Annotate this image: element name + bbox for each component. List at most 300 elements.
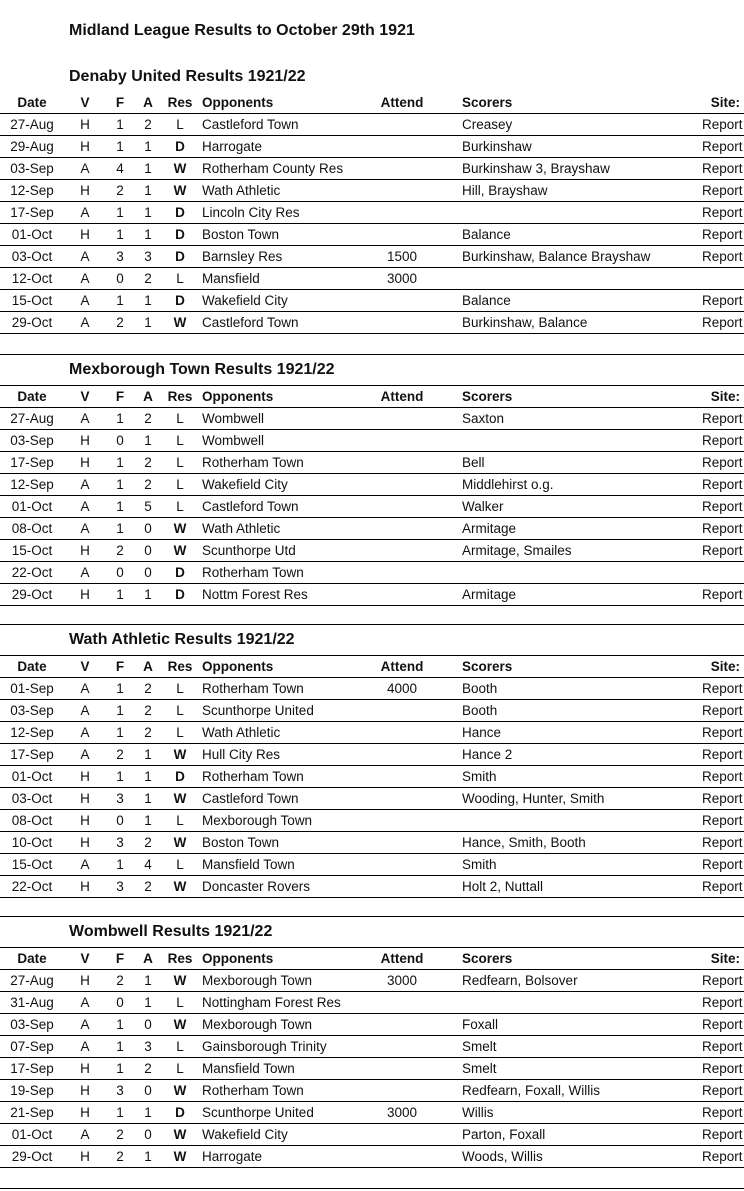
venue-cell: A xyxy=(64,1014,106,1036)
report-link[interactable]: Report xyxy=(702,1124,744,1146)
scorers-cell: Hance, Smith, Booth xyxy=(442,832,702,854)
table-row xyxy=(0,1124,744,1146)
goals-against-cell: 2 xyxy=(134,832,162,854)
goals-against-cell: 1 xyxy=(134,1146,162,1168)
goals-for-cell: 1 xyxy=(106,136,134,158)
attendance-cell xyxy=(362,700,442,722)
attendance-cell xyxy=(362,312,442,334)
section-title: Denaby United Results 1921/22 xyxy=(69,68,306,85)
goals-for-cell: 0 xyxy=(106,992,134,1014)
scorers-cell: Redfearn, Foxall, Willis xyxy=(442,1080,702,1102)
result-cell: L xyxy=(162,678,198,700)
date-cell: 03-Sep xyxy=(0,700,64,722)
goals-against-cell: 2 xyxy=(134,114,162,136)
goals-against-cell: 1 xyxy=(134,202,162,224)
venue-cell: A xyxy=(64,496,106,518)
report-link[interactable]: Report xyxy=(702,114,744,136)
opponent-cell: Rotherham Town xyxy=(198,452,362,474)
opponent-cell: Wombwell xyxy=(198,408,362,430)
scorers-cell: Smith xyxy=(442,854,702,876)
scorers-cell: Balance xyxy=(442,224,702,246)
scorers-cell xyxy=(442,430,702,452)
scorers-cell: Hance xyxy=(442,722,702,744)
table-row xyxy=(0,970,744,992)
table-row xyxy=(0,722,744,744)
opponent-cell: Rotherham Town xyxy=(198,562,362,584)
opponent-cell: Castleford Town xyxy=(198,496,362,518)
goals-for-cell: 1 xyxy=(106,1014,134,1036)
attendance-cell xyxy=(362,158,442,180)
scorers-cell: Smith xyxy=(442,766,702,788)
table-row xyxy=(0,202,744,224)
goals-against-cell: 2 xyxy=(134,408,162,430)
scorers-cell: Burkinshaw xyxy=(442,136,702,158)
report-link[interactable]: Report xyxy=(702,202,744,224)
date-cell: 17-Sep xyxy=(0,744,64,766)
goals-against-cell: 1 xyxy=(134,1102,162,1124)
goals-against-cell: 0 xyxy=(134,1124,162,1146)
table-row xyxy=(0,540,744,562)
venue-cell: A xyxy=(64,518,106,540)
table-row xyxy=(0,700,744,722)
goals-against-cell: 2 xyxy=(134,474,162,496)
venue-cell: H xyxy=(64,180,106,202)
column-header-attend: Attend xyxy=(362,386,442,408)
scorers-cell: Saxton xyxy=(442,408,702,430)
column-header-res: Res xyxy=(162,92,198,114)
opponent-cell: Mexborough Town xyxy=(198,810,362,832)
opponent-cell: Boston Town xyxy=(198,224,362,246)
result-cell: W xyxy=(162,540,198,562)
column-header-v: V xyxy=(64,656,106,678)
attendance-cell: 3000 xyxy=(362,1102,442,1124)
scorers-cell xyxy=(442,810,702,832)
report-link[interactable]: Report xyxy=(702,474,744,496)
attendance-cell xyxy=(362,452,442,474)
attendance-cell xyxy=(362,854,442,876)
goals-for-cell: 3 xyxy=(106,246,134,268)
goals-against-cell: 1 xyxy=(134,136,162,158)
attendance-cell xyxy=(362,1014,442,1036)
result-cell: W xyxy=(162,1080,198,1102)
table-row xyxy=(0,268,744,290)
report-link[interactable]: Report xyxy=(702,1146,744,1168)
date-cell: 12-Sep xyxy=(0,474,64,496)
goals-against-cell: 2 xyxy=(134,678,162,700)
report-link[interactable]: Report xyxy=(702,788,744,810)
report-link[interactable]: Report xyxy=(702,584,744,606)
venue-cell: A xyxy=(64,1036,106,1058)
table-row xyxy=(0,678,744,700)
attendance-cell xyxy=(362,1058,442,1080)
result-cell: L xyxy=(162,430,198,452)
report-link[interactable]: Report xyxy=(702,1014,744,1036)
column-header-scorers: Scorers xyxy=(442,948,702,970)
venue-cell: H xyxy=(64,452,106,474)
report-link[interactable]: Report xyxy=(702,312,744,334)
date-cell: 03-Sep xyxy=(0,158,64,180)
column-header-a: A xyxy=(134,386,162,408)
scorers-cell: Armitage, Smailes xyxy=(442,540,702,562)
result-cell: W xyxy=(162,744,198,766)
scorers-cell: Wooding, Hunter, Smith xyxy=(442,788,702,810)
table-row xyxy=(0,246,744,268)
date-cell: 03-Sep xyxy=(0,1014,64,1036)
attendance-cell xyxy=(362,540,442,562)
table-row xyxy=(0,430,744,452)
goals-for-cell: 1 xyxy=(106,1102,134,1124)
attendance-cell: 1500 xyxy=(362,246,442,268)
opponent-cell: Boston Town xyxy=(198,832,362,854)
report-link[interactable]: Report xyxy=(702,678,744,700)
goals-for-cell: 3 xyxy=(106,876,134,898)
table-row xyxy=(0,408,744,430)
report-link xyxy=(702,562,744,584)
date-cell: 01-Oct xyxy=(0,1124,64,1146)
venue-cell: A xyxy=(64,246,106,268)
report-link[interactable]: Report xyxy=(702,540,744,562)
date-cell: 10-Oct xyxy=(0,832,64,854)
goals-against-cell: 0 xyxy=(134,518,162,540)
table-row xyxy=(0,114,744,136)
date-cell: 17-Sep xyxy=(0,452,64,474)
result-cell: L xyxy=(162,722,198,744)
venue-cell: A xyxy=(64,992,106,1014)
attendance-cell xyxy=(362,992,442,1014)
opponent-cell: Hull City Res xyxy=(198,744,362,766)
column-header-attend: Attend xyxy=(362,92,442,114)
attendance-cell xyxy=(362,766,442,788)
opponent-cell: Barnsley Res xyxy=(198,246,362,268)
column-header-attend: Attend xyxy=(362,656,442,678)
attendance-cell xyxy=(362,430,442,452)
goals-against-cell: 1 xyxy=(134,158,162,180)
goals-against-cell: 1 xyxy=(134,766,162,788)
result-cell: L xyxy=(162,408,198,430)
venue-cell: H xyxy=(64,876,106,898)
date-cell: 15-Oct xyxy=(0,290,64,312)
column-header-v: V xyxy=(64,948,106,970)
section-title: Wath Athletic Results 1921/22 xyxy=(0,624,744,656)
goals-against-cell: 1 xyxy=(134,584,162,606)
scorers-cell: Redfearn, Bolsover xyxy=(442,970,702,992)
venue-cell: A xyxy=(64,678,106,700)
goals-against-cell: 1 xyxy=(134,290,162,312)
report-link[interactable]: Report xyxy=(702,970,744,992)
goals-for-cell: 4 xyxy=(106,158,134,180)
date-cell: 07-Sep xyxy=(0,1036,64,1058)
table-row xyxy=(0,810,744,832)
result-cell: W xyxy=(162,970,198,992)
date-cell: 29-Aug xyxy=(0,136,64,158)
report-link xyxy=(702,268,744,290)
column-header-scorers: Scorers xyxy=(442,386,702,408)
report-link[interactable]: Report xyxy=(702,180,744,202)
opponent-cell: Nottm Forest Res xyxy=(198,584,362,606)
scorers-cell xyxy=(442,202,702,224)
goals-against-cell: 0 xyxy=(134,540,162,562)
date-cell: 22-Oct xyxy=(0,876,64,898)
column-header-a: A xyxy=(134,948,162,970)
attendance-cell xyxy=(362,744,442,766)
report-link[interactable]: Report xyxy=(702,1102,744,1124)
table-row xyxy=(0,474,744,496)
date-cell: 17-Sep xyxy=(0,202,64,224)
result-cell: L xyxy=(162,496,198,518)
goals-against-cell: 1 xyxy=(134,224,162,246)
column-header-res: Res xyxy=(162,386,198,408)
scorers-cell: Parton, Foxall xyxy=(442,1124,702,1146)
result-cell: D xyxy=(162,246,198,268)
report-link[interactable]: Report xyxy=(702,854,744,876)
goals-against-cell: 1 xyxy=(134,810,162,832)
opponent-cell: Mexborough Town xyxy=(198,1014,362,1036)
attendance-cell xyxy=(362,876,442,898)
column-header-opponents: Opponents xyxy=(198,656,362,678)
goals-against-cell: 3 xyxy=(134,246,162,268)
venue-cell: H xyxy=(64,114,106,136)
venue-cell: H xyxy=(64,832,106,854)
goals-for-cell: 1 xyxy=(106,766,134,788)
goals-against-cell: 2 xyxy=(134,700,162,722)
report-link[interactable]: Report xyxy=(702,832,744,854)
venue-cell: H xyxy=(64,540,106,562)
venue-cell: A xyxy=(64,202,106,224)
scorers-cell xyxy=(442,562,702,584)
venue-cell: A xyxy=(64,744,106,766)
goals-against-cell: 1 xyxy=(134,788,162,810)
attendance-cell xyxy=(362,408,442,430)
table-row xyxy=(0,290,744,312)
report-link[interactable]: Report xyxy=(702,722,744,744)
result-cell: D xyxy=(162,584,198,606)
results-table xyxy=(0,948,744,1168)
venue-cell: A xyxy=(64,474,106,496)
goals-against-cell: 2 xyxy=(134,1058,162,1080)
attendance-cell xyxy=(362,832,442,854)
result-cell: L xyxy=(162,1036,198,1058)
table-row xyxy=(0,452,744,474)
date-cell: 03-Oct xyxy=(0,246,64,268)
bottom-divider xyxy=(0,1188,744,1189)
table-row xyxy=(0,1080,744,1102)
venue-cell: H xyxy=(64,810,106,832)
scorers-cell: Armitage xyxy=(442,584,702,606)
date-cell: 29-Oct xyxy=(0,1146,64,1168)
scorers-cell: Burkinshaw, Balance xyxy=(442,312,702,334)
goals-for-cell: 1 xyxy=(106,290,134,312)
date-cell: 03-Oct xyxy=(0,788,64,810)
column-header-site: Site: xyxy=(702,386,744,408)
report-link[interactable]: Report xyxy=(702,1080,744,1102)
attendance-cell xyxy=(362,1146,442,1168)
goals-against-cell: 1 xyxy=(134,992,162,1014)
table-row xyxy=(0,158,744,180)
column-header-opponents: Opponents xyxy=(198,92,362,114)
goals-against-cell: 2 xyxy=(134,876,162,898)
result-cell: D xyxy=(162,562,198,584)
result-cell: L xyxy=(162,268,198,290)
goals-for-cell: 1 xyxy=(106,584,134,606)
goals-for-cell: 2 xyxy=(106,180,134,202)
attendance-cell xyxy=(362,474,442,496)
goals-for-cell: 0 xyxy=(106,268,134,290)
column-header-v: V xyxy=(64,92,106,114)
table-row xyxy=(0,584,744,606)
date-cell: 15-Oct xyxy=(0,854,64,876)
column-header-res: Res xyxy=(162,948,198,970)
scorers-cell: Booth xyxy=(442,700,702,722)
date-cell: 03-Sep xyxy=(0,430,64,452)
attendance-cell xyxy=(362,224,442,246)
result-cell: L xyxy=(162,810,198,832)
scorers-cell: Holt 2, Nuttall xyxy=(442,876,702,898)
goals-against-cell: 0 xyxy=(134,1080,162,1102)
venue-cell: A xyxy=(64,268,106,290)
result-cell: W xyxy=(162,1014,198,1036)
venue-cell: H xyxy=(64,1146,106,1168)
table-row xyxy=(0,992,744,1014)
scorers-cell: Foxall xyxy=(442,1014,702,1036)
scorers-cell: Armitage xyxy=(442,518,702,540)
opponent-cell: Rotherham Town xyxy=(198,1080,362,1102)
column-header-site: Site: xyxy=(702,92,744,114)
opponent-cell: Wath Athletic xyxy=(198,518,362,540)
result-cell: L xyxy=(162,700,198,722)
column-header-opponents: Opponents xyxy=(198,386,362,408)
goals-for-cell: 1 xyxy=(106,678,134,700)
report-link[interactable]: Report xyxy=(702,158,744,180)
attendance-cell xyxy=(362,180,442,202)
scorers-cell: Walker xyxy=(442,496,702,518)
scorers-cell: Hill, Brayshaw xyxy=(442,180,702,202)
venue-cell: A xyxy=(64,408,106,430)
goals-for-cell: 1 xyxy=(106,114,134,136)
venue-cell: H xyxy=(64,136,106,158)
venue-cell: H xyxy=(64,1102,106,1124)
opponent-cell: Scunthorpe United xyxy=(198,700,362,722)
opponent-cell: Mansfield Town xyxy=(198,1058,362,1080)
report-link[interactable]: Report xyxy=(702,1036,744,1058)
results-table xyxy=(0,386,744,606)
scorers-cell: Smelt xyxy=(442,1036,702,1058)
column-header-res: Res xyxy=(162,656,198,678)
opponent-cell: Harrogate xyxy=(198,136,362,158)
goals-for-cell: 2 xyxy=(106,970,134,992)
report-link[interactable]: Report xyxy=(702,452,744,474)
goals-for-cell: 0 xyxy=(106,430,134,452)
report-link[interactable]: Report xyxy=(702,246,744,268)
scorers-cell: Willis xyxy=(442,1102,702,1124)
report-link[interactable]: Report xyxy=(702,810,744,832)
attendance-cell xyxy=(362,114,442,136)
report-link[interactable]: Report xyxy=(702,408,744,430)
column-header-scorers: Scorers xyxy=(442,656,702,678)
attendance-cell xyxy=(362,1080,442,1102)
table-row xyxy=(0,1102,744,1124)
report-link[interactable]: Report xyxy=(702,430,744,452)
attendance-cell xyxy=(362,788,442,810)
opponent-cell: Wath Athletic xyxy=(198,180,362,202)
column-header-site: Site: xyxy=(702,948,744,970)
table-row xyxy=(0,562,744,584)
report-link[interactable]: Report xyxy=(702,744,744,766)
goals-against-cell: 1 xyxy=(134,312,162,334)
result-cell: D xyxy=(162,202,198,224)
report-link[interactable]: Report xyxy=(702,766,744,788)
opponent-cell: Mansfield Town xyxy=(198,854,362,876)
results-section xyxy=(0,62,744,334)
report-link[interactable]: Report xyxy=(702,136,744,158)
date-cell: 01-Sep xyxy=(0,678,64,700)
column-header-a: A xyxy=(134,92,162,114)
results-table xyxy=(0,656,744,898)
attendance-cell: 3000 xyxy=(362,268,442,290)
venue-cell: H xyxy=(64,1080,106,1102)
table-row xyxy=(0,1146,744,1168)
date-cell: 29-Oct xyxy=(0,312,64,334)
date-cell: 27-Aug xyxy=(0,408,64,430)
report-link[interactable]: Report xyxy=(702,290,744,312)
goals-against-cell: 4 xyxy=(134,854,162,876)
result-cell: W xyxy=(162,312,198,334)
goals-for-cell: 1 xyxy=(106,1058,134,1080)
opponent-cell: Wakefield City xyxy=(198,290,362,312)
goals-for-cell: 1 xyxy=(106,452,134,474)
date-cell: 01-Oct xyxy=(0,766,64,788)
page-title: Midland League Results to October 29th 1921 xyxy=(69,22,415,39)
report-link[interactable]: Report xyxy=(702,224,744,246)
report-link[interactable]: Report xyxy=(702,700,744,722)
date-cell: 21-Sep xyxy=(0,1102,64,1124)
date-cell: 01-Oct xyxy=(0,224,64,246)
scorers-cell: Burkinshaw 3, Brayshaw xyxy=(442,158,702,180)
goals-for-cell: 1 xyxy=(106,474,134,496)
goals-for-cell: 1 xyxy=(106,408,134,430)
result-cell: L xyxy=(162,992,198,1014)
venue-cell: H xyxy=(64,788,106,810)
opponent-cell: Castleford Town xyxy=(198,312,362,334)
opponent-cell: Castleford Town xyxy=(198,788,362,810)
table-header-row xyxy=(0,948,744,970)
report-link[interactable]: Report xyxy=(702,876,744,898)
goals-for-cell: 2 xyxy=(106,312,134,334)
opponent-cell: Nottingham Forest Res xyxy=(198,992,362,1014)
report-link[interactable]: Report xyxy=(702,992,744,1014)
table-row xyxy=(0,788,744,810)
venue-cell: A xyxy=(64,158,106,180)
venue-cell: H xyxy=(64,970,106,992)
goals-for-cell: 1 xyxy=(106,854,134,876)
venue-cell: A xyxy=(64,700,106,722)
result-cell: L xyxy=(162,114,198,136)
date-cell: 27-Aug xyxy=(0,114,64,136)
report-link[interactable]: Report xyxy=(702,496,744,518)
results-section xyxy=(0,916,744,1168)
table-row xyxy=(0,136,744,158)
goals-against-cell: 2 xyxy=(134,722,162,744)
table-header-row xyxy=(0,386,744,408)
scorers-cell: Booth xyxy=(442,678,702,700)
goals-for-cell: 3 xyxy=(106,1080,134,1102)
table-row xyxy=(0,1058,744,1080)
report-link[interactable]: Report xyxy=(702,1058,744,1080)
result-cell: L xyxy=(162,854,198,876)
table-row xyxy=(0,744,744,766)
report-link[interactable]: Report xyxy=(702,518,744,540)
venue-cell: H xyxy=(64,430,106,452)
goals-for-cell: 1 xyxy=(106,722,134,744)
